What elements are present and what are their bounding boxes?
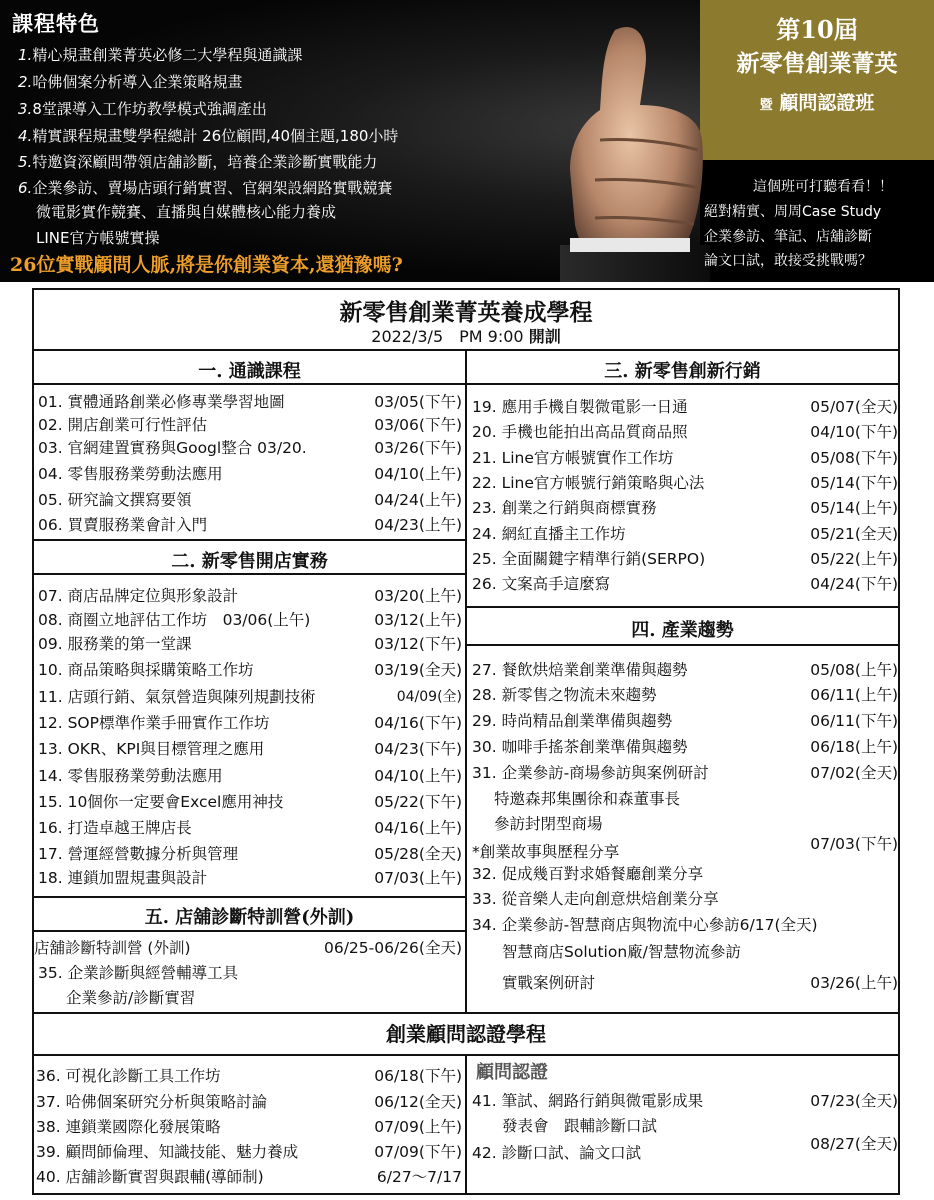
feature-item: 1.精心規畫創業菁英必修二大學程與通識課 [18,46,303,64]
promo-line: 企業參訪、筆記、店舖診斷 [704,229,872,245]
section-title-marketing: 三. 新零售創新行銷 [604,361,761,382]
course-row: 33. 從音樂人走向創意烘焙創業分享 [472,890,719,908]
section-title-store: 二. 新零售開店實務 [171,551,328,572]
consultant-cert-title: 顧問認證 [476,1062,548,1083]
section-title-diagnosis-camp: 五. 店舖診斷特訓營(外訓) [144,907,355,928]
promo-line: 論文口試，敢接受挑戰嗎？ [704,253,872,269]
thumbs-up-icon [540,10,710,282]
course-row: 42. 診斷口試、論文口試 08/27(全天) [472,1135,898,1162]
features-title: 課程特色 [12,11,100,36]
section-title-certification: 創業顧問認證學程 [386,1022,546,1046]
promo-line: 這個班可打聽看看！！ [753,179,893,195]
feature-item: LINE官方帳號實操 [36,229,160,247]
curriculum-title: 新零售創業菁英養成學程 [339,299,593,326]
feature-item: 6.企業參訪、賣場店頭行銷實習、官網架設網路實戰競賽 [18,179,393,197]
program-name: 新零售創業菁英 [736,50,898,77]
divider [465,1054,467,1194]
course-row: 34. 企業參訪-智慧商店與物流中心參訪6/17(全天) [472,916,818,934]
section-title-trends: 四. 產業趨勢 [631,620,734,641]
feature-item: 2.哈佛個案分析導入企業策略規畫 [18,73,243,91]
edition-label: 第10屆 [776,15,858,44]
header-banner [0,0,934,282]
course-row: 32. 促成幾百對求婚餐廳創業分享 [472,865,704,883]
section-title-general: 一. 通識課程 [198,361,301,382]
course-note: 參訪封閉型商場 [494,815,603,833]
course-note: 特邀森邦集團徐和森董事長 [494,790,681,808]
course-note: 企業參訪/診斷實習 [66,989,196,1007]
start-date: 2022/3/5 PM 9:00 開訓 [371,327,561,346]
course-row: *創業故事與歷程分享 07/03(下午) [472,835,898,861]
course-note: 智慧商店Solution廠/智慧物流參訪 [502,943,741,961]
slogan: 26位實戰顧問人脈,將是你創業資本,還猶豫嗎? [10,254,403,276]
feature-item: 微電影實作競賽、直播與自媒體核心能力養成 [36,203,337,221]
course-note: 發表會 跟輔診斷口試 [502,1117,658,1135]
course-row: 35. 企業診斷與經營輔導工具 [38,964,239,982]
program-subtitle: 暨 顧問認證班 [759,92,875,114]
feature-item: 4.精實課程規畫雙學程總計 26位顧問,40個主題,180小時 [18,127,399,145]
promo-line: 絕對精實、周周Case Study [704,204,882,220]
feature-item: 5.特邀資深顧問帶領店舖診斷，培養企業診斷實戰能力 [18,153,378,171]
feature-item: 3.8堂課導入工作坊教學模式強調產出 [18,100,267,118]
